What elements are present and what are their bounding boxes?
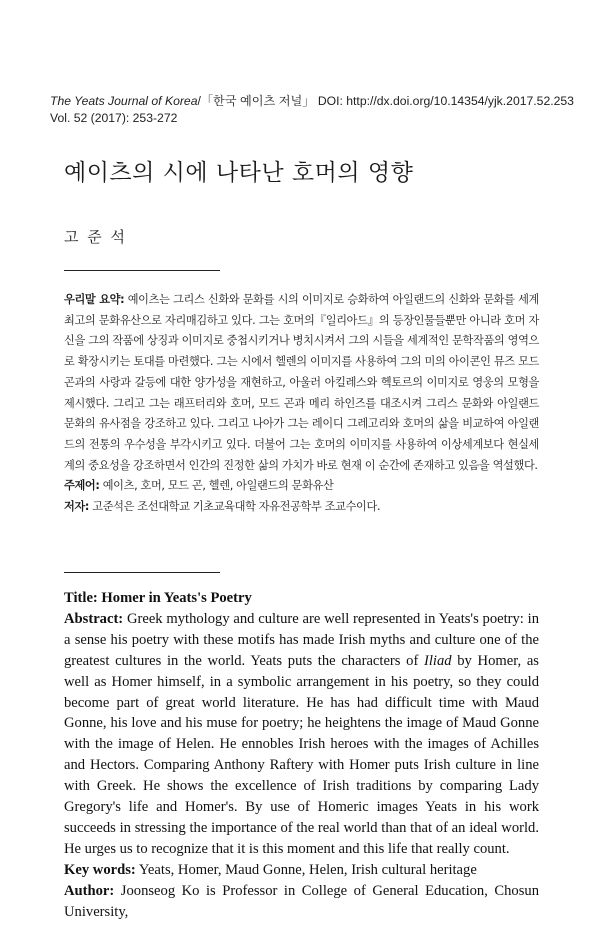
volume-info: Vol. 52 (2017): 253-272 [50,111,178,125]
korean-keywords-text: 예이츠, 호머, 모드 곤, 헬렌, 아일랜드의 문화유산 [99,479,334,493]
author-name: 고 준 석 [64,228,128,246]
journal-name: The Yeats Journal of Korea [50,94,198,108]
korean-abstract-label: 우리말 요약: [64,293,125,306]
korean-author-info [64,497,539,518]
korean-abstract-section [64,290,539,518]
korean-author-label: 저자: [64,500,90,514]
english-keywords-label: Key words: [64,861,136,878]
english-abstract-text-2: by Homer, as well as Homer himself, in a symbolic arrangement in his poetry, so they could become part of great world literature. He has had difficult time with Maud Gonne, his love and his muse for poetry; he heightens the image of Maud Gonne with the image of Helen. He ennobles Irish heroes with the images of Achilles and Hectors. Comparing Anthony Raftery with Homer puts Irish culture in line with Greek. He shows the excellence of Irish traditions by comparing Lady Gregory's life and Homer's. By use of Homeric images Yeats in his work succeeds in stressing the importance of the real world than that of an ideal world. He urges us to recognize that it is this moment and this life that really count. [64,652,539,857]
english-abstract-italic: Iliad [424,652,452,669]
english-abstract-section [64,588,539,923]
english-author-info [64,881,539,923]
english-author-label: Author: [64,882,115,899]
doi: DOI: http://dx.doi.org/10.14354/yjk.2017.52.253 [317,94,574,108]
journal-name-kr: /「한국 예이츠 저널」 [197,94,315,108]
divider-rule [64,572,220,573]
english-abstract-label: Abstract: [64,610,124,627]
korean-keywords-label: 주제어: [64,479,100,493]
korean-author-text: 고준석은 조선대학교 기초교육대학 자유전공학부 조교수이다. [89,500,381,514]
korean-abstract-text: 예이츠는 그리스 신화와 문화를 시의 이미지로 승화하여 아일랜드의 신화와 문화를 세계 최고의 문화유산으로 자리매김하고 있다. 그는 호머의『일리아드』의 등장인물들뿐만 아니라 호머 자신을 그의 작품에 상징과 이미지로 중첩시키거나 병치시켜서 그의 시들을 세계적인 문학작품의 영역으로 확장시키는 토대를 마련했다. 그는 시에서 헬렌의 이미지를 사용하여 그의 미의 아이콘인 뮤즈 모드 곤과의 사랑과 갈등에 대한 양가성을 재현하고, 아울러 아킬레스와 헥토르의 이미지로 영웅의 모형을 제시했다. 그리고 그는 래프터리와 호머, 모드 곤과 메리 하인즈를 대조시켜 그리스 문화와 아일랜드 문화의 유사점을 강조하고 있다. 그리고 나아가 그는 레이디 그레고리와 호머의 삶을 비교하여 아일랜드의 전통의 우수성을 부각시키고 있다. 더불어 그는 호머의 이미지를 사용하여 이상세계보다 현실세계의 중요성을 강조하면서 인간의 진정한 삶의 가치가 바로 현재 이 순간에 존재하고 있음을 역설했다. [64,293,539,472]
english-keywords-text: Yeats, Homer, Maud Gonne, Helen, Irish cultural heritage [135,861,477,878]
divider-rule [64,270,220,271]
korean-abstract [64,290,539,476]
korean-keywords [64,476,539,497]
journal-doi-line [50,93,574,110]
english-author-text: Joonseog Ko is Professor in College of General Education, Chosun University, [64,882,539,920]
english-abstract-text-1: Greek mythology and culture are well represented in Yeats's poetry: in a sense his poetry with these motifs has made Irish myths and culture one of the greatest cultures in the world. Yeats puts the characters of [64,610,539,669]
english-title: Title: Homer in Yeats's Poetry [64,590,252,606]
page-title: 예이츠의 시에 나타난 호머의 영향 [64,160,414,186]
journal-header [50,93,574,127]
english-keywords [64,860,539,881]
english-abstract [64,609,539,860]
